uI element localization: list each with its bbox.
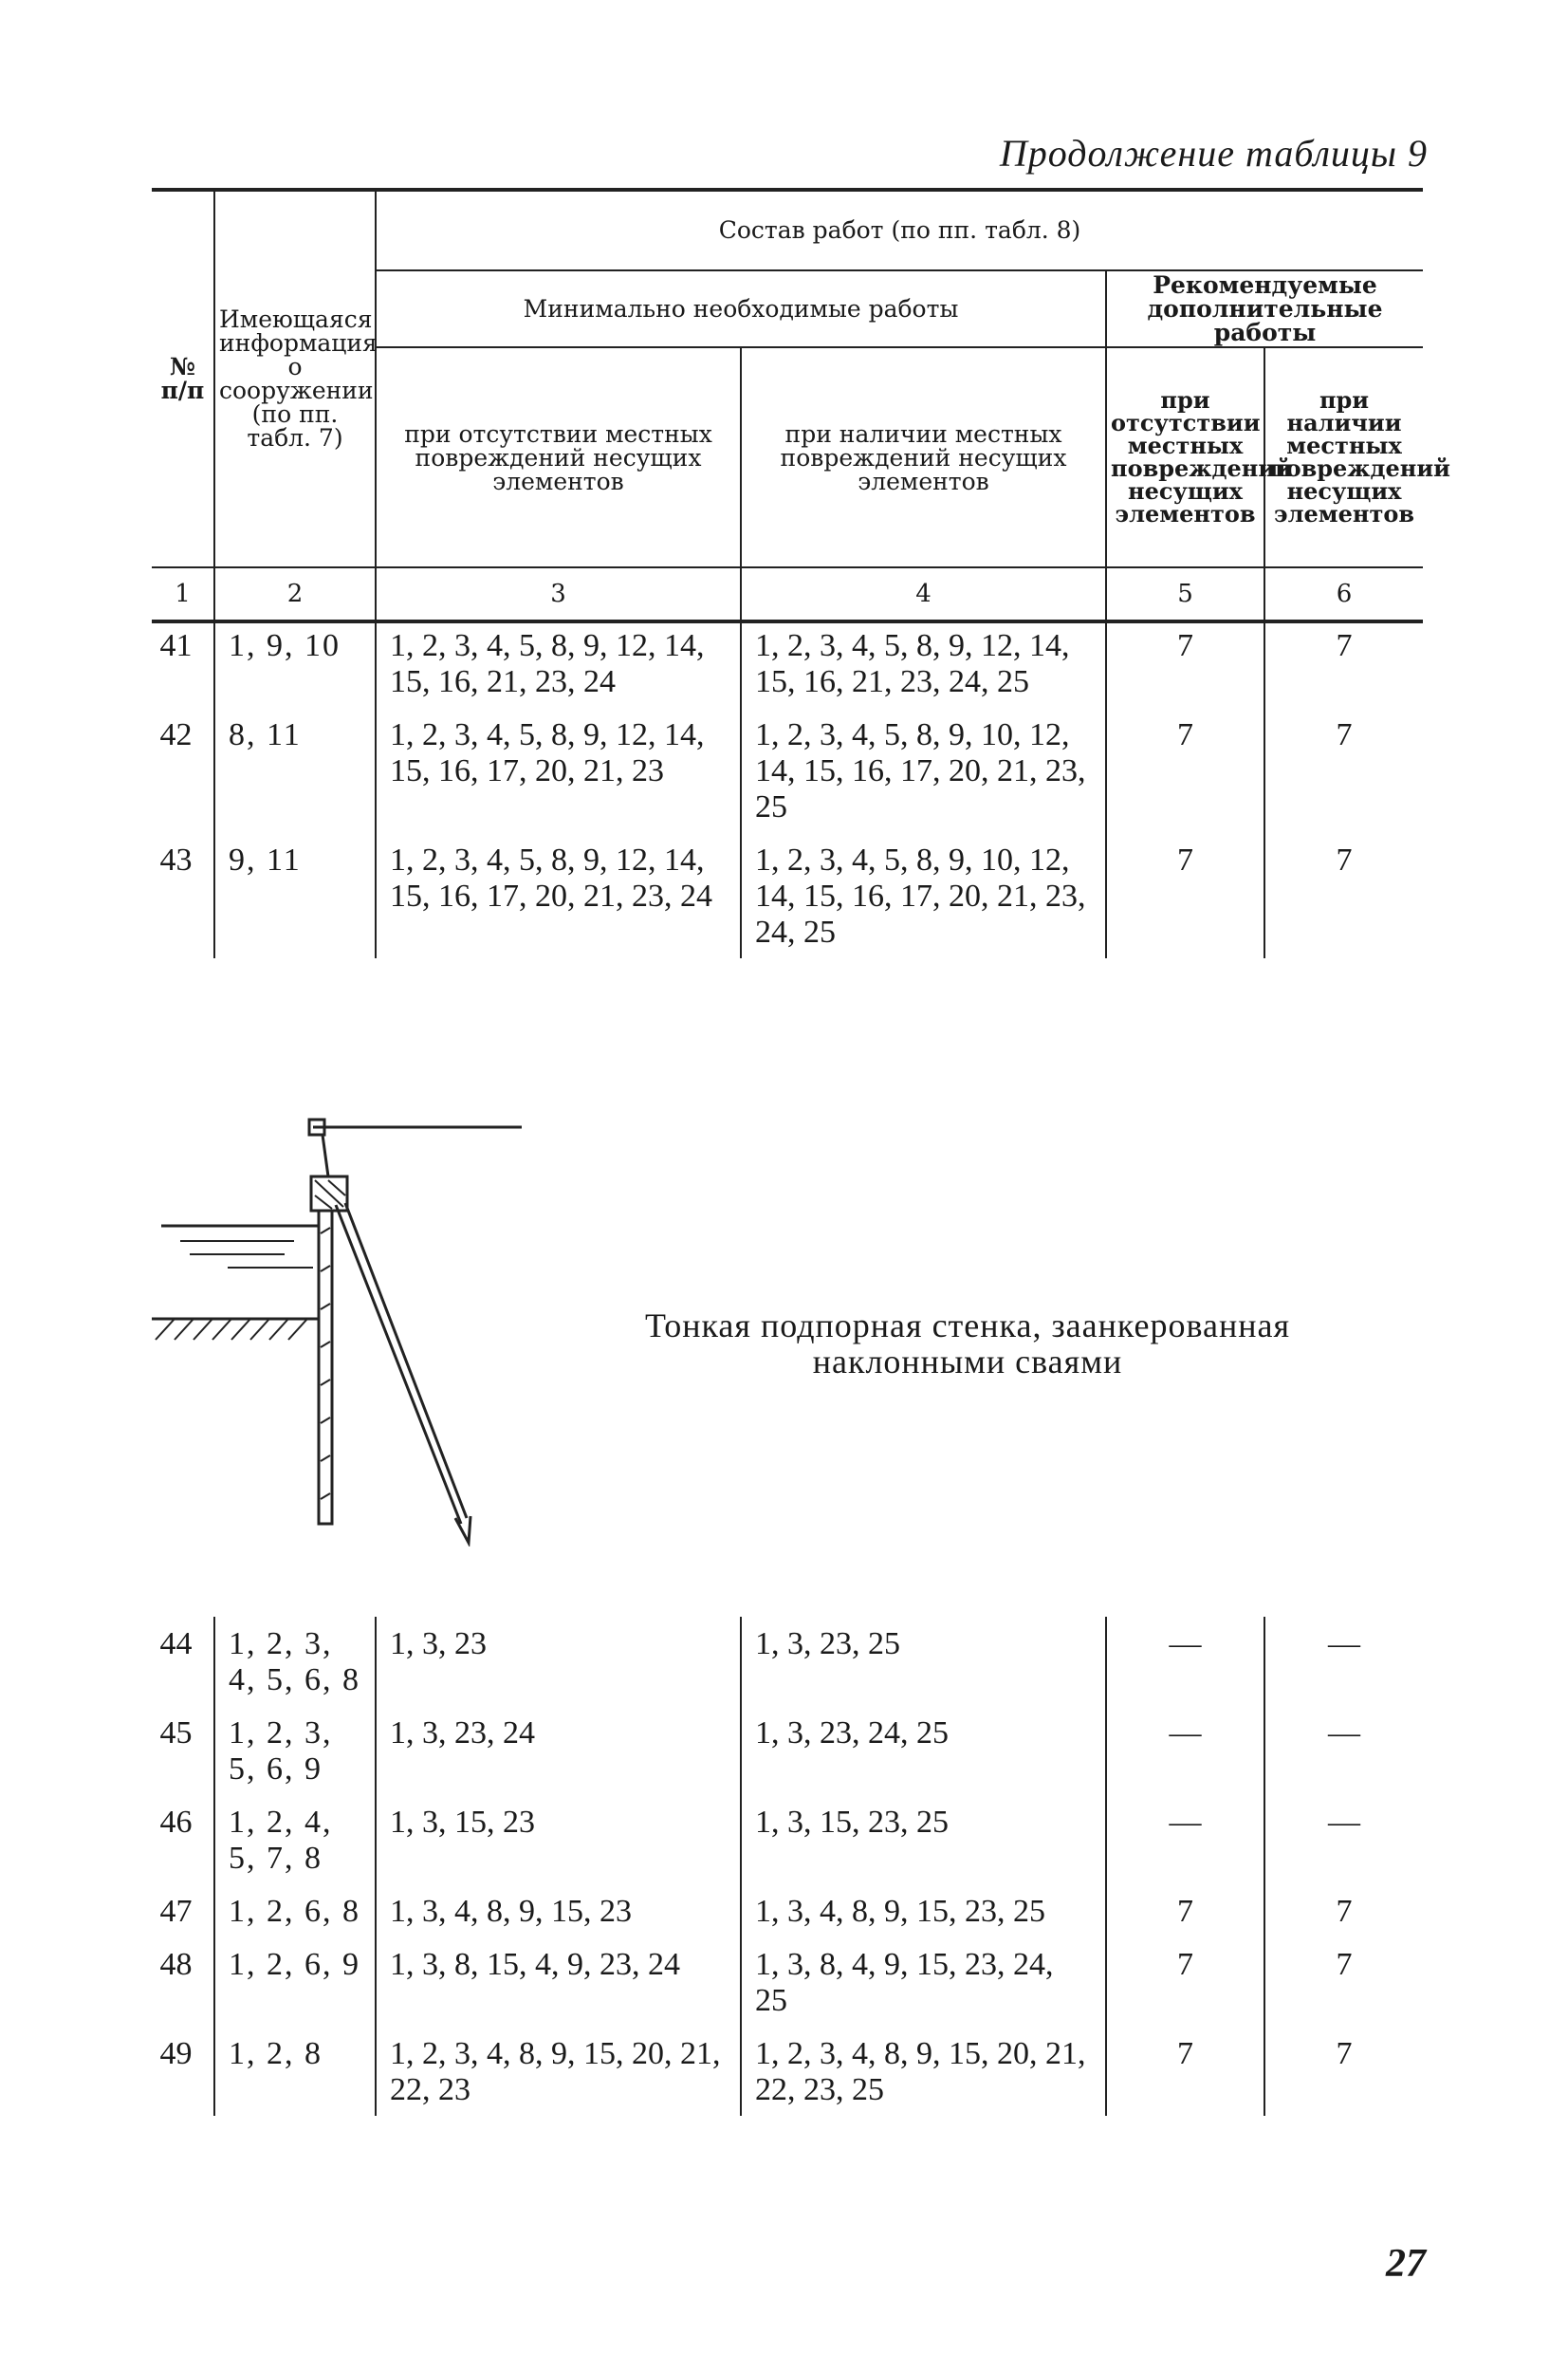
table-row xyxy=(152,1706,1423,1795)
row-rec-damage: — xyxy=(1264,1617,1423,1706)
table-row xyxy=(152,1617,1423,1706)
header-col-rec-damage: при наличии местных повреждений несущих элементов xyxy=(1264,347,1423,567)
page-number: 27 xyxy=(1386,2242,1426,2286)
row-number: 42 xyxy=(159,717,193,752)
row-min-damage: 1, 3, 23, 25 xyxy=(741,1617,1106,1706)
column-number: 4 xyxy=(741,567,1106,621)
row-number: 44 xyxy=(159,1626,193,1661)
row-rec-damage: 7 xyxy=(1264,708,1423,833)
header-col-rec-no-damage: при отсутствии местных повреждений несущих элементов xyxy=(1106,347,1264,567)
row-min-no-damage: 1, 2, 3, 4, 5, 8, 9, 12, 14, 15, 16, 17, 20, 21, 23, 24 xyxy=(376,833,741,958)
data-table-bottom xyxy=(152,1617,1423,2116)
row-number: 41 xyxy=(159,628,193,663)
figure-caption: Тонкая подпорная стенка, заанкерованная наклонными сваями xyxy=(644,1306,1291,1380)
row-rec-no-damage: — xyxy=(1106,1617,1264,1706)
row-min-damage: 1, 2, 3, 4, 5, 8, 9, 10, 12, 14, 15, 16, 17, 20, 21, 23, 24, 25 xyxy=(741,833,1106,958)
table-row xyxy=(152,619,1423,708)
data-table-top xyxy=(152,619,1423,958)
row-info: 8, 11 xyxy=(214,708,376,833)
row-info: 1, 9, 10 xyxy=(214,619,376,708)
row-min-no-damage: 1, 3, 4, 8, 9, 15, 23 xyxy=(376,1884,741,1937)
row-info: 1, 2, 6, 8 xyxy=(214,1884,376,1937)
row-min-damage: 1, 3, 15, 23, 25 xyxy=(741,1795,1106,1884)
row-rec-damage: 7 xyxy=(1264,2027,1423,2116)
column-number: 3 xyxy=(376,567,741,621)
continuation-title: Продолжение таблицы 9 xyxy=(999,132,1428,175)
row-number: 47 xyxy=(159,1894,193,1929)
row-rec-no-damage: 7 xyxy=(1106,708,1264,833)
row-info: 9, 11 xyxy=(214,833,376,958)
row-info: 1, 2, 8 xyxy=(214,2027,376,2116)
header-col-min-no-damage: при отсутствии местных повреждений несущих элементов xyxy=(376,347,741,567)
row-rec-damage: 7 xyxy=(1264,833,1423,958)
row-rec-no-damage: 7 xyxy=(1106,1884,1264,1937)
header-group-works: Состав работ (по пп. табл. 8) xyxy=(376,190,1423,270)
header-col-min-damage: при наличии местных повреждений несущих элементов xyxy=(741,347,1106,567)
row-rec-no-damage: 7 xyxy=(1106,619,1264,708)
row-number: 46 xyxy=(159,1805,193,1840)
retaining-wall-diagram xyxy=(142,1110,541,1547)
header-col-info: Имеющаяся информация о сооружении (по пп. табл. 7) xyxy=(214,190,376,567)
header-group-recommended: Рекомендуемые дополнительные работы xyxy=(1106,270,1423,347)
row-rec-damage: 7 xyxy=(1264,1884,1423,1937)
row-min-no-damage: 1, 2, 3, 4, 8, 9, 15, 20, 21, 22, 23 xyxy=(376,2027,741,2116)
row-min-no-damage: 1, 3, 23, 24 xyxy=(376,1706,741,1795)
row-min-damage: 1, 3, 8, 4, 9, 15, 23, 24, 25 xyxy=(741,1937,1106,2027)
row-min-no-damage: 1, 3, 23 xyxy=(376,1617,741,1706)
column-number: 5 xyxy=(1106,567,1264,621)
table-row xyxy=(152,708,1423,833)
row-rec-no-damage: — xyxy=(1106,1706,1264,1795)
sheet-wall xyxy=(319,1211,332,1524)
row-rec-no-damage: — xyxy=(1106,1795,1264,1884)
column-number: 1 xyxy=(152,567,214,621)
row-min-damage: 1, 2, 3, 4, 5, 8, 9, 10, 12, 14, 15, 16, 17, 20, 21, 23, 25 xyxy=(741,708,1106,833)
row-min-damage: 1, 3, 23, 24, 25 xyxy=(741,1706,1106,1795)
column-number: 2 xyxy=(214,567,376,621)
row-min-damage: 1, 2, 3, 4, 5, 8, 9, 12, 14, 15, 16, 21, 23, 24, 25 xyxy=(741,619,1106,708)
header-col-number: № п/п xyxy=(160,352,205,404)
table-header xyxy=(152,190,1450,623)
row-rec-damage: — xyxy=(1264,1706,1423,1795)
row-number: 43 xyxy=(159,843,193,878)
row-rec-no-damage: 7 xyxy=(1106,2027,1264,2116)
table-row xyxy=(152,1884,1423,1937)
row-min-damage: 1, 3, 4, 8, 9, 15, 23, 25 xyxy=(741,1884,1106,1937)
row-min-no-damage: 1, 2, 3, 4, 5, 8, 9, 12, 14, 15, 16, 21, 23, 24 xyxy=(376,619,741,708)
table-row xyxy=(152,2027,1423,2116)
row-info: 1, 2, 3, 5, 6, 9 xyxy=(214,1706,376,1795)
row-min-no-damage: 1, 3, 8, 15, 4, 9, 23, 24 xyxy=(376,1937,741,2027)
row-rec-no-damage: 7 xyxy=(1106,1937,1264,2027)
row-info: 1, 2, 4, 5, 7, 8 xyxy=(214,1795,376,1884)
row-rec-damage: — xyxy=(1264,1795,1423,1884)
row-min-no-damage: 1, 3, 15, 23 xyxy=(376,1795,741,1884)
row-rec-damage: 7 xyxy=(1264,619,1423,708)
row-min-no-damage: 1, 2, 3, 4, 5, 8, 9, 12, 14, 15, 16, 17, 20, 21, 23 xyxy=(376,708,741,833)
inclined-pile xyxy=(336,1205,461,1524)
row-number: 48 xyxy=(159,1947,193,1982)
row-number: 49 xyxy=(159,2036,193,2071)
row-min-damage: 1, 2, 3, 4, 8, 9, 15, 20, 21, 22, 23, 25 xyxy=(741,2027,1106,2116)
retaining-wall-svg xyxy=(142,1110,541,1547)
row-rec-no-damage: 7 xyxy=(1106,833,1264,958)
table-row xyxy=(152,833,1423,958)
header-group-minimal: Минимально необходимые работы xyxy=(376,270,1106,347)
table-row xyxy=(152,1937,1423,2027)
row-info: 1, 2, 6, 9 xyxy=(214,1937,376,2027)
column-number: 6 xyxy=(1264,567,1423,621)
row-info: 1, 2, 3, 4, 5, 6, 8 xyxy=(214,1617,376,1706)
row-rec-damage: 7 xyxy=(1264,1937,1423,2027)
row-number: 45 xyxy=(159,1715,193,1751)
table-row xyxy=(152,1795,1423,1884)
